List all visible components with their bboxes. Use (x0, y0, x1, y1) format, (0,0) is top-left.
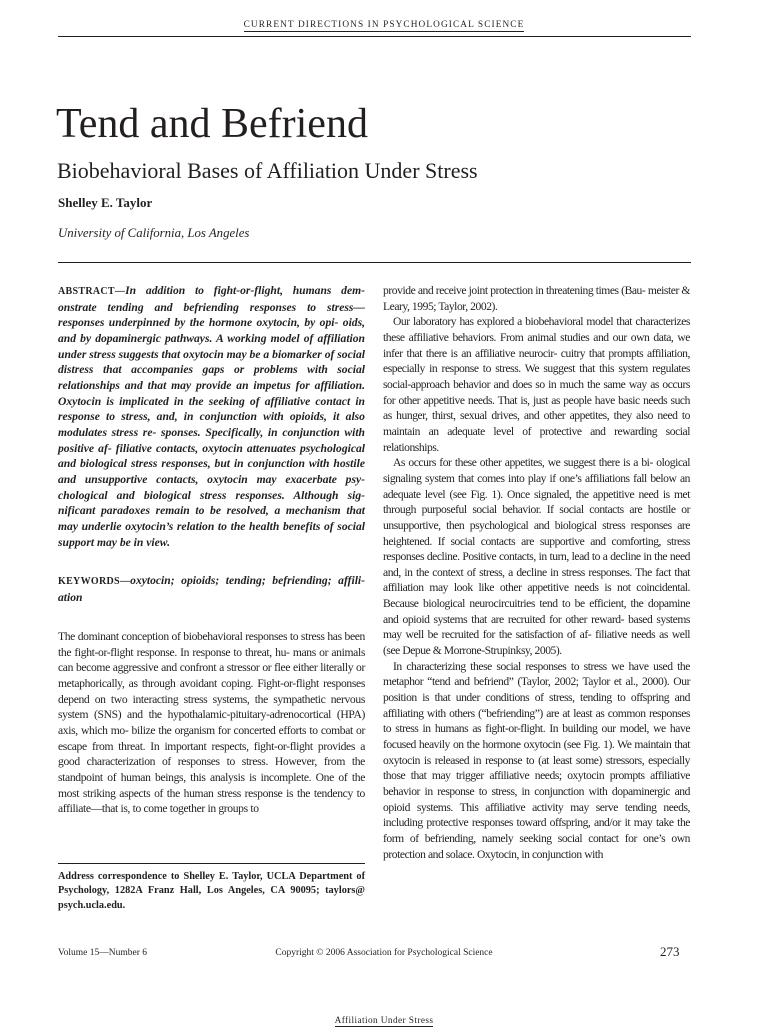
abstract-line: nificant paradoxes remain to be resolved, a mechanism (58, 504, 341, 518)
footnote-line: psych.ucla.edu. (58, 899, 126, 911)
body-line: tendency to affiliate—that is, to come together in groups to (58, 786, 365, 816)
body-line: filiative needs as well (see Depue & Morrone-Strupinksy, 2005). (383, 628, 691, 658)
body-line: As occurs for these other appetites, we suggest there is a bi- (393, 456, 653, 470)
body-line: and does so in much the same way as occurs for other appetitive (383, 377, 690, 407)
body-line: In characterizing these social responses to stress we have used (393, 659, 673, 673)
body-paragraph (383, 455, 690, 659)
footnote-line: Address correspondence to Shelley E. Taylor, UCLA Department of (58, 871, 365, 882)
abstract-line: onstrate tending and befriending responses to stress— (58, 300, 365, 314)
abstract-line: sponses. Specifically, in conjunction with positive af- (58, 425, 366, 455)
keywords-line: oxytocin; opioids; tending; befriending; affili- (130, 574, 365, 587)
body-line: and biological stress responses are heightened. If social contacts (383, 518, 690, 548)
body-line: bilize the organism for concerted efforts to combat or escape (58, 723, 365, 753)
body-line: offspring and affiliating with others (“befriending”) are at least (383, 691, 690, 720)
body-paragraph (383, 659, 690, 863)
body-line: based systems may well be recruited for the satisfaction of af- (383, 612, 690, 642)
body-line: may look like other appetitive needs is not coincidental. (429, 581, 691, 595)
body-line: characterization of responses to stress. However, from the (86, 755, 365, 769)
body-line: ological signaling system that comes into play if one’s affiliations (383, 456, 691, 485)
section-rule (58, 262, 691, 263)
body-line: trigger affiliative needs; oxytocin prompts affiliative behavior (383, 769, 690, 798)
body-line: maintain an adequate level of protective and rewarding social (383, 424, 690, 438)
body-line: building our model, we have focused heavily on the hormone (383, 722, 691, 752)
body-line: oxytocin (see Fig. 1). We maintain that oxytocin is released in (383, 738, 690, 767)
body-column-left (58, 629, 365, 817)
keywords (58, 573, 365, 605)
abstract-line: problems with social relationships and that may provide (58, 363, 365, 392)
body-line: the metaphor “tend and befriend” (Taylor, 2002; Taylor et al., (383, 659, 690, 689)
body-line: the most striking aspects of the human stress response is the (58, 770, 365, 800)
abstract (58, 283, 365, 550)
abstract-line: an impetus for affiliation. Oxytocin is implicated in the (58, 378, 365, 408)
body-line: standpoint of human beings, this analysis is incomplete. One of (58, 770, 348, 784)
abstract-line: affiliation under stress suggests that oxytocin may be a (58, 331, 366, 361)
abstract-line: In addition to fight-or-flight, humans dem- (125, 284, 365, 297)
body-line: hypothalamic-pituitary-adrenocortical (HPA) axis, which mo- (58, 708, 365, 737)
body-line: thirst, sexual drives, and other appetites, they also need to (432, 409, 690, 423)
body-line: including protective responses toward offspring, and/or it may (383, 816, 653, 830)
body-line: relationships. (383, 440, 439, 454)
body-line: contacts, in turn, lead to a decline in the need and, in the context (383, 550, 690, 579)
body-line: provide and receive joint protection in threatening times (Bau- (383, 284, 646, 297)
abstract-line: biomarker of social distress that accompanies gaps or (58, 347, 365, 377)
body-line: Our laboratory has explored a biobehavioral model that (393, 315, 633, 329)
body-line: coping. Fight-or-flight responses depend on two interacting (58, 676, 365, 706)
body-line: stress systems, the sympathetic nervous system (SNS) and the (58, 692, 365, 722)
keywords-label: KEYWORDS— (58, 576, 131, 587)
abstract-line: oids, and by dopaminergic pathways. A working model of (58, 316, 366, 345)
body-column-right (383, 283, 690, 862)
body-paragraph (383, 314, 690, 455)
next-page-header-text: Affiliation Under Stress (334, 1016, 434, 1026)
body-line: and our own data, we infer that there is an affiliative neurocir- (383, 330, 691, 360)
body-line: appetitive need is met through purposeful social behavior. If (383, 487, 690, 517)
body-line: as common responses to stress in humans as fight-or-flight. In (383, 706, 690, 736)
running-header (0, 20, 768, 32)
body-line: has been the fight-or-flight response. In response to threat, hu- (58, 630, 365, 659)
abstract-line: and unsupportive contacts, oxytocin may exacerbate psy- (58, 472, 365, 486)
body-line: characterizes these affiliative behaviors. From animal studies (383, 315, 690, 344)
keywords-line: ation (58, 590, 83, 604)
correspondence-footnote (58, 870, 365, 913)
body-line: cuitry that prompts affiliation, especially in response to stress. (383, 346, 690, 376)
page-number: 273 (660, 944, 680, 959)
abstract-label: ABSTRACT— (58, 286, 126, 297)
next-page-running-header (0, 1016, 768, 1026)
body-line: from threat. In important respects, fight-or-flight provides a good (58, 739, 365, 769)
footnote-rule (58, 863, 365, 864)
body-line: The dominant conception of biobehavioral responses to stress (58, 630, 325, 643)
body-line: fall below an adequate level (see Fig. 1). Once signaled, the (383, 471, 690, 501)
body-line: or flee either literally or metaphorically, as through avoidant (58, 661, 365, 690)
body-line: meister & Leary, 1995; Taylor, 2002). (383, 284, 690, 313)
body-line: dopamine and opioid systems that are recruited for other reward- (383, 597, 690, 626)
abstract-line: biological stress responses, but in conjunction with hostile (80, 457, 365, 471)
body-line: social contacts are hostile or unsupportive, then psychological (383, 503, 690, 532)
article-title: Tend and Befriend (56, 101, 368, 147)
abstract-line: of social support may be in view. (58, 519, 365, 549)
footer-volume: Volume 15—Number 6 (58, 948, 148, 958)
body-line: in response to stress, in conjunction with dopaminergic and (424, 785, 691, 798)
body-line: needs. That is, just as people have basic needs such as hunger, (383, 393, 690, 423)
abstract-line: filiative contacts, oxytocin attenuates psychological and (58, 441, 365, 471)
body-line: take the form of befriending, namely seeking social contact for (383, 816, 690, 845)
abstract-line: seeking of affiliative contact in response to stress, and, (58, 394, 365, 424)
body-line: are supportive and comforting, stress responses decline. Positive (383, 534, 690, 564)
body-line: one’s own protection and solace. Oxytocin, in conjunction with (383, 831, 690, 861)
abstract-line: in conjunction with opioids, it also modulates stress re- (58, 410, 365, 439)
journal-name: CURRENT DIRECTIONS IN PSYCHOLOGICAL SCIENCE (243, 20, 525, 30)
body-paragraph (383, 283, 690, 314)
abstract-line: that may underlie oxytocin’s relation to the health benefits (58, 504, 365, 533)
article-subtitle: Biobehavioral Bases of Affiliation Under Stress (57, 158, 478, 183)
body-line: 2000). Our position is that under conditions of stress, tending to (383, 675, 690, 705)
body-line: response to (at least some) stressors, especially those that may (383, 753, 690, 783)
abstract-line: chological and biological stress responses. Although sig- (58, 488, 365, 502)
body-line: mans or animals can become aggressive and confront a stressor (58, 645, 365, 675)
body-line: opioid systems. This affiliative activity may serve tending needs, (383, 800, 690, 814)
abstract-line: responses underpinned by the hormone oxytocin, by opi- (58, 316, 339, 330)
top-rule (58, 36, 691, 37)
author-name: Shelley E. Taylor (58, 195, 153, 210)
footer-copyright: Copyright © 2006 Association for Psychological Science (275, 948, 493, 958)
body-paragraph (58, 629, 365, 817)
body-line: Because biological neurocircuitries tend to be efficient, the (383, 597, 644, 611)
author-affiliation: University of California, Los Angeles (58, 226, 250, 240)
body-line: of stress, a decline in stress responses. The fact that affiliation (383, 565, 691, 595)
body-line: We suggest that this system regulates social-approach behavior (383, 362, 690, 391)
footnote-line: Psychology, 1282A Franz Hall, Los Angeles, CA 90095; taylors@ (58, 885, 365, 897)
